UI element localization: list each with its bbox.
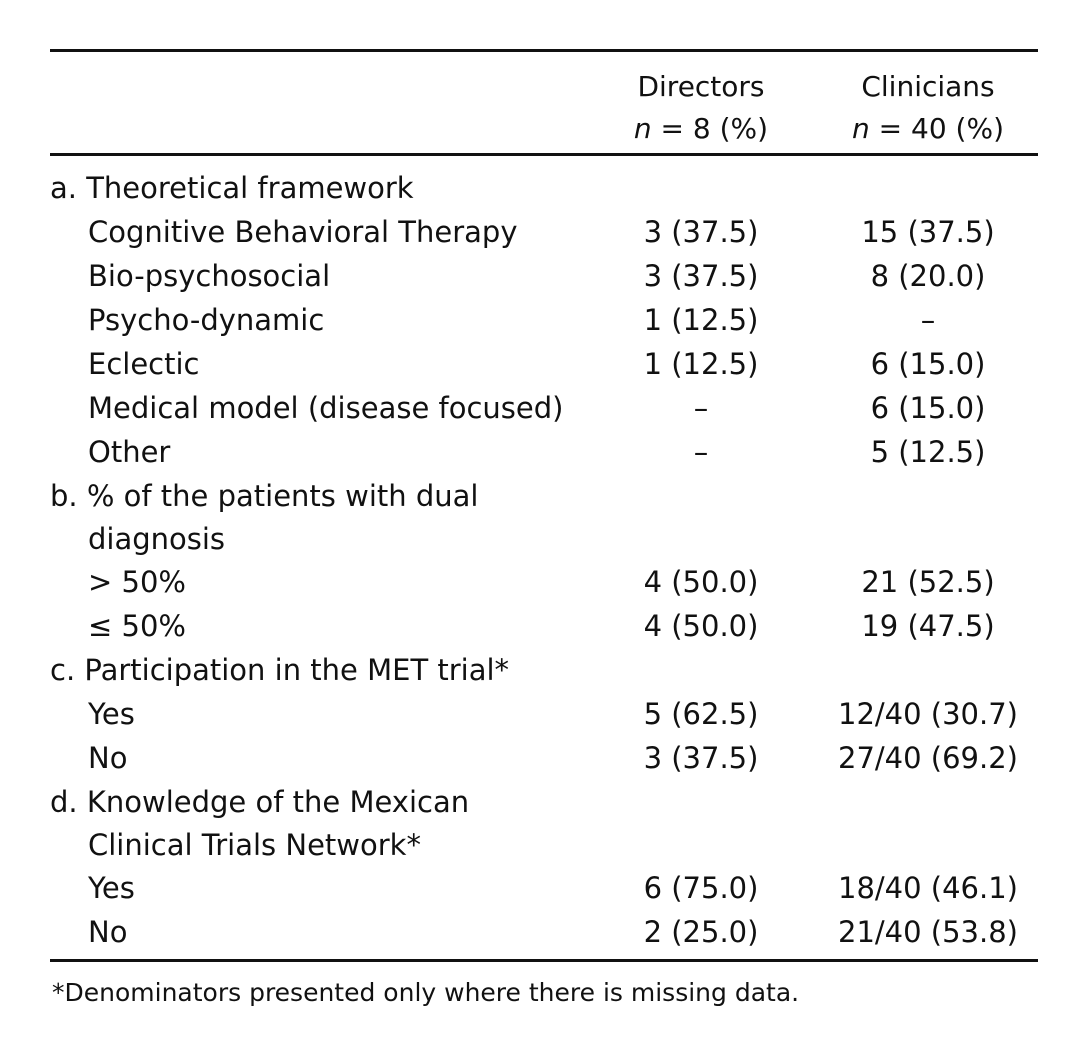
table-row — [50, 604, 1038, 648]
row-label: Medical model (disease focused) — [88, 391, 564, 425]
table-footnote: *Denominators presented only where there is missing data. — [52, 978, 800, 1007]
directors-cell: 5 (62.5) — [643, 697, 759, 731]
row-label: > 50% — [88, 565, 186, 599]
directors-cell: – — [693, 435, 709, 469]
directors-n-value: = 8 (%) — [651, 112, 769, 145]
clinicians-cell: 6 (15.0) — [870, 391, 986, 425]
clinicians-cell: 27/40 (69.2) — [838, 741, 1018, 775]
row-label: Yes — [88, 871, 135, 905]
section-title-row — [50, 648, 1038, 692]
bottom-rule — [50, 959, 1038, 962]
section-title-row — [50, 780, 1038, 824]
directors-cell: 1 (12.5) — [643, 303, 759, 337]
clinicians-cell: 21 (52.5) — [861, 565, 995, 599]
clinicians-label: Clinicians — [861, 70, 995, 103]
clinicians-cell: – — [920, 303, 936, 337]
top-rule — [50, 49, 1038, 52]
directors-cell: 3 (37.5) — [643, 215, 759, 249]
directors-cell: 6 (75.0) — [643, 871, 759, 905]
row-label: Other — [88, 435, 171, 469]
clinicians-cell: 6 (15.0) — [870, 347, 986, 381]
column-header-directors — [601, 66, 801, 150]
row-label: Yes — [88, 697, 135, 731]
clinicians-cell: 5 (12.5) — [870, 435, 986, 469]
section-title-row — [50, 474, 1038, 518]
section-title-continuation-row — [50, 824, 1038, 866]
section-title: c. Participation in the MET trial* — [50, 653, 510, 687]
clinicians-cell: 8 (20.0) — [870, 259, 986, 293]
clinicians-cell: 19 (47.5) — [861, 609, 995, 643]
clinicians-cell: 15 (37.5) — [861, 215, 995, 249]
row-label: No — [88, 915, 128, 949]
directors-label: Directors — [637, 70, 765, 103]
directors-cell: 4 (50.0) — [643, 565, 759, 599]
section-title: d. Knowledge of the Mexican — [50, 785, 470, 819]
row-label: Psycho-dynamic — [88, 303, 325, 337]
header-rule — [50, 153, 1038, 156]
table-row — [50, 298, 1038, 342]
table-row — [50, 692, 1038, 736]
clinicians-cell: 21/40 (53.8) — [838, 915, 1018, 949]
row-label: Eclectic — [88, 347, 200, 381]
section-title-continuation: Clinical Trials Network* — [88, 828, 421, 862]
table-row — [50, 342, 1038, 386]
row-label: Bio-psychosocial — [88, 259, 331, 293]
section-title: a. Theoretical framework — [50, 171, 414, 205]
table-body — [50, 166, 1038, 954]
row-label: No — [88, 741, 128, 775]
table-row — [50, 910, 1038, 954]
directors-n-symbol: n — [633, 112, 652, 145]
clinicians-n-symbol: n — [852, 112, 870, 145]
directors-cell: 4 (50.0) — [643, 609, 759, 643]
directors-cell: 2 (25.0) — [643, 915, 759, 949]
section-title: b. % of the patients with dual — [50, 479, 479, 513]
clinicians-n — [828, 108, 1028, 150]
table-row — [50, 386, 1038, 430]
table-row — [50, 736, 1038, 780]
directors-cell: 3 (37.5) — [643, 741, 759, 775]
directors-cell: 1 (12.5) — [643, 347, 759, 381]
column-header-clinicians — [828, 66, 1028, 150]
clinicians-n-value: = 40 (%) — [869, 112, 1004, 145]
section-title-continuation: diagnosis — [88, 522, 226, 556]
directors-cell: 3 (37.5) — [643, 259, 759, 293]
table-row — [50, 254, 1038, 298]
clinicians-cell: 12/40 (30.7) — [838, 697, 1018, 731]
table-row — [50, 560, 1038, 604]
table-row — [50, 430, 1038, 474]
row-label: Cognitive Behavioral Therapy — [88, 215, 518, 249]
table-row — [50, 866, 1038, 910]
section-title-continuation-row — [50, 518, 1038, 560]
table-row — [50, 210, 1038, 254]
directors-n — [601, 108, 801, 150]
clinicians-cell: 18/40 (46.1) — [838, 871, 1018, 905]
section-title-row — [50, 166, 1038, 210]
row-label: ≤ 50% — [88, 609, 186, 643]
directors-cell: – — [693, 391, 709, 425]
